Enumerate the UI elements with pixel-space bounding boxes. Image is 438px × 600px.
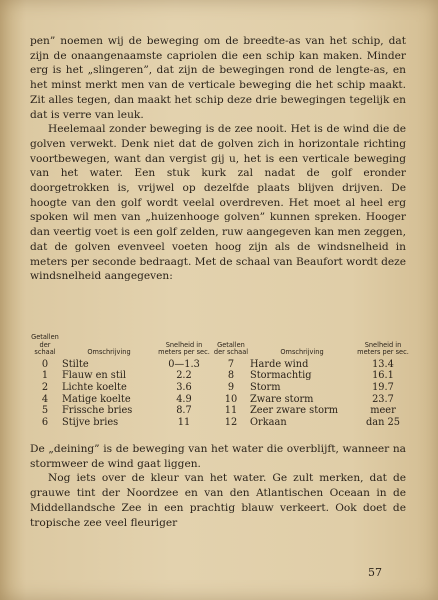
table-row [28, 405, 412, 417]
scale-number: 10 [224, 393, 238, 405]
table-header-row [28, 334, 412, 359]
wind-speed: 19.7 [372, 381, 394, 393]
scale-number: 1 [41, 370, 49, 382]
wind-description: Lichte koelte [62, 381, 127, 393]
wind-speed: 16.1 [372, 370, 394, 382]
paragraph: pen” noemen wij de beweging om de breedte-as van het schip, dat zijn de onaangenaamste capriolen die een schip kan maken. Minder erg is het „slingeren”, dat zijn de bewegingen rond de lengte-as, en het minst merkt men van de verticale beweging die het schip maakt. Zit alles tegen, dan maakt het schip deze drie bewegingen tegelijk en dat is verre van leuk. [30, 35, 406, 121]
scale-number: 6 [41, 416, 49, 428]
wind-speed: 23.7 [372, 393, 394, 405]
body-text-top [30, 34, 406, 284]
wind-description: Stilte [62, 358, 89, 370]
scale-number: 0 [41, 358, 49, 370]
body-text-bottom [30, 442, 406, 530]
column-header: Snelheid in meters per sec. [158, 340, 210, 357]
paragraph: Heelemaal zonder beweging is de zee nooit. Het is de wind die de golven verwekt. Denk niet dat de golven zich in horizontale richting voortbewegen, want dan vergist gij u, het is een verticale beweging van het water. Een stuk kurk zal nadat de golf eronder doorgetrokken is, vrijwel op dezelfde plaats blijven drijven. De hoogte van den golf wordt veelal overdreven. Het moet al heel erg spoken wil men van „huizenhooge golven” kunnen spreken. Hooger dan veertig voet is een golf zelden, ruw aangegeven kan men zeggen, dat de golven evenveel voeten hoog zijn als de windsnelheid in meters per seconde bedraagt. Met de schaal van Beaufort wordt deze windsnelheid aangegeven: [30, 123, 406, 283]
wind-description: Matige koelte [62, 393, 131, 405]
wind-speed: dan 25 [365, 416, 400, 428]
column-header: Getallen der schaal [31, 333, 59, 357]
page-number: 57 [368, 566, 382, 579]
wind-speed: 13.4 [372, 358, 394, 370]
wind-description: Zeer zware storm [250, 405, 339, 417]
scale-number: 9 [227, 381, 235, 393]
wind-speed: 11 [177, 416, 191, 428]
wind-description: Stormachtig [250, 370, 312, 382]
table-row [28, 370, 412, 382]
table-row [28, 359, 412, 371]
scale-number: 2 [41, 381, 49, 393]
column-header: Snelheid in meters per sec. [357, 340, 409, 357]
wind-description: Flauw en stil [62, 370, 127, 382]
wind-description: Stijve bries [62, 416, 119, 428]
wind-speed: 0—1.3 [168, 358, 200, 370]
wind-description: Frissche bries [62, 405, 133, 417]
scale-number: 12 [224, 416, 238, 428]
scale-number: 4 [41, 393, 49, 405]
wind-speed: 3.6 [176, 381, 192, 393]
scale-number: 5 [41, 405, 49, 417]
column-header: Omschrijving [87, 348, 131, 357]
wind-description: Zware storm [250, 393, 314, 405]
scale-number: 11 [224, 405, 238, 417]
beaufort-scale-table [28, 334, 412, 428]
column-header: Getallen der schaal [213, 340, 249, 357]
table-row [28, 382, 412, 394]
wind-speed: 8.7 [176, 405, 192, 417]
wind-description: Storm [250, 381, 281, 393]
paragraph: De „deining” is de beweging van het water die overblijft, wanneer na stormweer de wind gaat liggen. [30, 443, 406, 470]
wind-description: Orkaan [250, 416, 287, 428]
wind-description: Harde wind [250, 358, 309, 370]
table-row [28, 417, 412, 429]
paragraph: Nog iets over de kleur van het water. Ge zult merken, dat de grauwe tint der Noordzee en van den Atlantischen Oceaan in de Middellandsche Zee in een prachtig blauw verkeert. Ook doet de tropische zee veel fleuriger [30, 472, 406, 529]
scale-number: 8 [227, 370, 235, 382]
wind-speed: meer [370, 405, 396, 417]
wind-speed: 4.9 [176, 393, 192, 405]
column-header: Omschrijving [280, 348, 324, 357]
scale-number: 7 [227, 358, 235, 370]
wind-speed: 2.2 [176, 370, 192, 382]
table-row [28, 394, 412, 406]
